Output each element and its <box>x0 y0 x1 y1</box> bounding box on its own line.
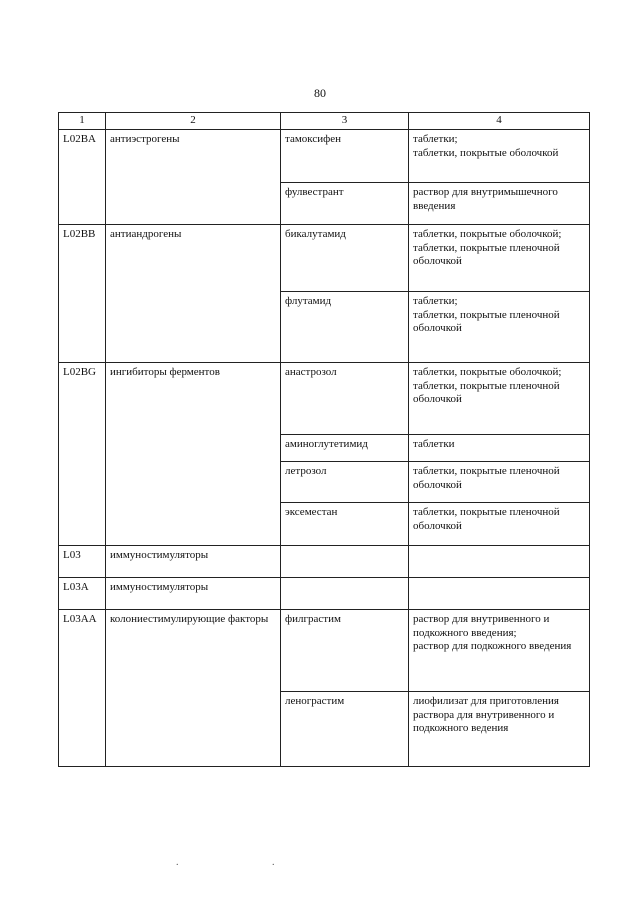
atc-code-cell: L03AA <box>59 610 106 767</box>
atc-code-cell: L02BA <box>59 130 106 225</box>
table-header-row <box>59 113 590 130</box>
drug-name-cell: флутамид <box>281 292 409 363</box>
header-cell-4: 4 <box>409 113 590 130</box>
drug-name-cell: летрозол <box>281 462 409 503</box>
dosage-form-cell: раствор для внутривенного и подкожного введения; раствор для подкожного введения <box>409 610 590 692</box>
atc-code-cell: L03 <box>59 546 106 578</box>
group-name-cell: колониестимулирующие факторы <box>106 610 281 767</box>
drug-name-cell: анастрозол <box>281 363 409 435</box>
drug-name-cell: эксеместан <box>281 503 409 546</box>
header-cell-3: 3 <box>281 113 409 130</box>
group-name-cell: иммуностимуляторы <box>106 546 281 578</box>
drug-name-cell: тамоксифен <box>281 130 409 183</box>
dosage-form-cell: раствор для внутримышечного введения <box>409 183 590 225</box>
group-name-cell: антиэстрогены <box>106 130 281 225</box>
table-row <box>59 292 590 363</box>
table-row <box>59 546 590 578</box>
dosage-form-cell <box>409 578 590 610</box>
group-name-cell: иммуностимуляторы <box>106 578 281 610</box>
group-name-cell <box>106 292 281 363</box>
dosage-form-cell: таблетки; таблетки, покрытые оболочкой <box>409 130 590 183</box>
dosage-form-cell: таблетки, покрытые пленочной оболочкой <box>409 503 590 546</box>
drug-name-cell: филграстим <box>281 610 409 692</box>
atc-code-cell <box>59 292 106 363</box>
footer-mark: . <box>176 857 179 868</box>
atc-code-cell: L02BG <box>59 363 106 546</box>
group-name-cell: антиандрогены <box>106 225 281 292</box>
table-row <box>59 610 590 692</box>
drug-name-cell: бикалутамид <box>281 225 409 292</box>
dosage-form-cell: таблетки; таблетки, покрытые пленочной оболочкой <box>409 292 590 363</box>
group-name-cell: ингибиторы ферментов <box>106 363 281 546</box>
dosage-form-cell: лиофилизат для приготовления раствора для внутривенного и подкожного ведения <box>409 692 590 767</box>
atc-code-cell: L03A <box>59 578 106 610</box>
drug-name-cell: фулвестрант <box>281 183 409 225</box>
footer-mark: . <box>272 857 275 868</box>
dosage-form-cell: таблетки, покрытые оболочкой; таблетки, покрытые пленочной оболочкой <box>409 225 590 292</box>
drug-name-cell <box>281 578 409 610</box>
atc-code-cell: L02BB <box>59 225 106 292</box>
drug-table <box>58 112 590 767</box>
table-row <box>59 225 590 292</box>
header-cell-1: 1 <box>59 113 106 130</box>
dosage-form-cell: таблетки, покрытые пленочной оболочкой <box>409 462 590 503</box>
dosage-form-cell <box>409 546 590 578</box>
drug-name-cell: ленограстим <box>281 692 409 767</box>
drug-name-cell <box>281 546 409 578</box>
table-row <box>59 578 590 610</box>
dosage-form-cell: таблетки, покрытые оболочкой; таблетки, покрытые пленочной оболочкой <box>409 363 590 435</box>
table-row <box>59 130 590 183</box>
drug-name-cell: аминоглутетимид <box>281 435 409 462</box>
page-number: 80 <box>314 86 326 100</box>
header-cell-2: 2 <box>106 113 281 130</box>
table-row <box>59 363 590 435</box>
dosage-form-cell: таблетки <box>409 435 590 462</box>
